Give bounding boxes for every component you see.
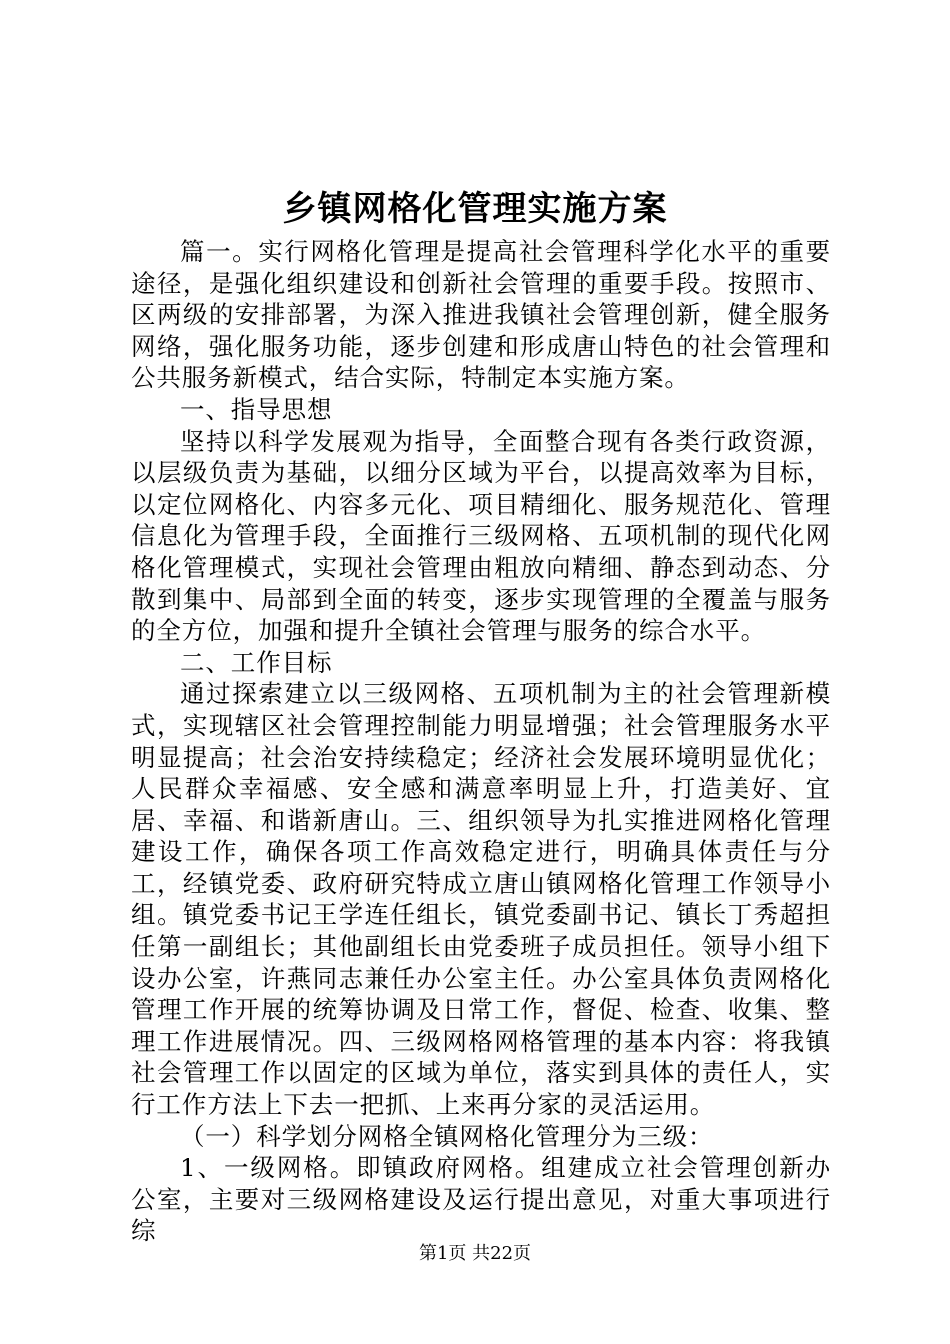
section-heading-work-goals: 二、工作目标	[180, 647, 333, 677]
paragraph-intro: 篇一。实行网格化管理是提高社会管理科学化水平的重要途径，是强化组织建设和创新社会管理的重要手段。按照市、区两级的安排部署，为深入推进我镇社会管理创新，健全服务网络，强化服务功能，逐步创建和形成唐山特色的社会管理和公共服务新模式，结合实际，特制定本实施方案。	[131, 237, 831, 393]
section-heading-guiding-ideology: 一、指导思想	[180, 394, 333, 424]
paragraph-work-goals: 通过探索建立以三级网格、五项机制为主的社会管理新模式，实现辖区社会管理控制能力明显增强；社会管理服务水平明显提高；社会治安持续稳定；经济社会发展环境明显优化；人民群众幸福感、安全感和满意率明显上升，打造美好、宜居、幸福、和谐新唐山。三、组织领导为扎实推进网格化管理建设工作，确保各项工作高效稳定进行，明确具体责任与分工，经镇党委、政府研究特成立唐山镇网格化管理工作领导小组。镇党委书记王学连任组长，镇党委副书记、镇长丁秀超担任第一副组长；其他副组长由党委班子成员担任。领导小组下设办公室，许燕同志兼任办公室主任。办公室具体负责网格化管理工作开展的统筹协调及日常工作，督促、检查、收集、整理工作进展情况。四、三级网格网格管理的基本内容：将我镇社会管理工作以固定的区域为单位，落实到具体的责任人，实行工作方法上下去一把抓、上来再分家的灵活运用。	[131, 679, 831, 1120]
page-footer: 第1页 共22页	[418, 1243, 532, 1264]
subsection-heading-grid-division: （一）科学划分网格全镇网格化管理分为三级：	[180, 1121, 714, 1151]
document-body	[131, 236, 831, 1247]
paragraph-guiding-ideology: 坚持以科学发展观为指导，全面整合现有各类行政资源，以层级负责为基础，以细分区域为平台，以提高效率为目标，以定位网格化、内容多元化、项目精细化、服务规范化、管理信息化为管理手段，全面推行三级网格、五项机制的现代化网格化管理模式，实现社会管理由粗放向精细、静态到动态、分散到集中、局部到全面的转变，逐步实现管理的全覆盖与服务的全方位，加强和提升全镇社会管理与服务的综合水平。	[131, 426, 831, 646]
document-title: 乡镇网格化管理实施方案	[282, 189, 668, 229]
paragraph-first-level-grid: 1、一级网格。即镇政府网格。组建成立社会管理创新办公室，主要对三级网格建设及运行提出意见，对重大事项进行综	[131, 1153, 831, 1246]
